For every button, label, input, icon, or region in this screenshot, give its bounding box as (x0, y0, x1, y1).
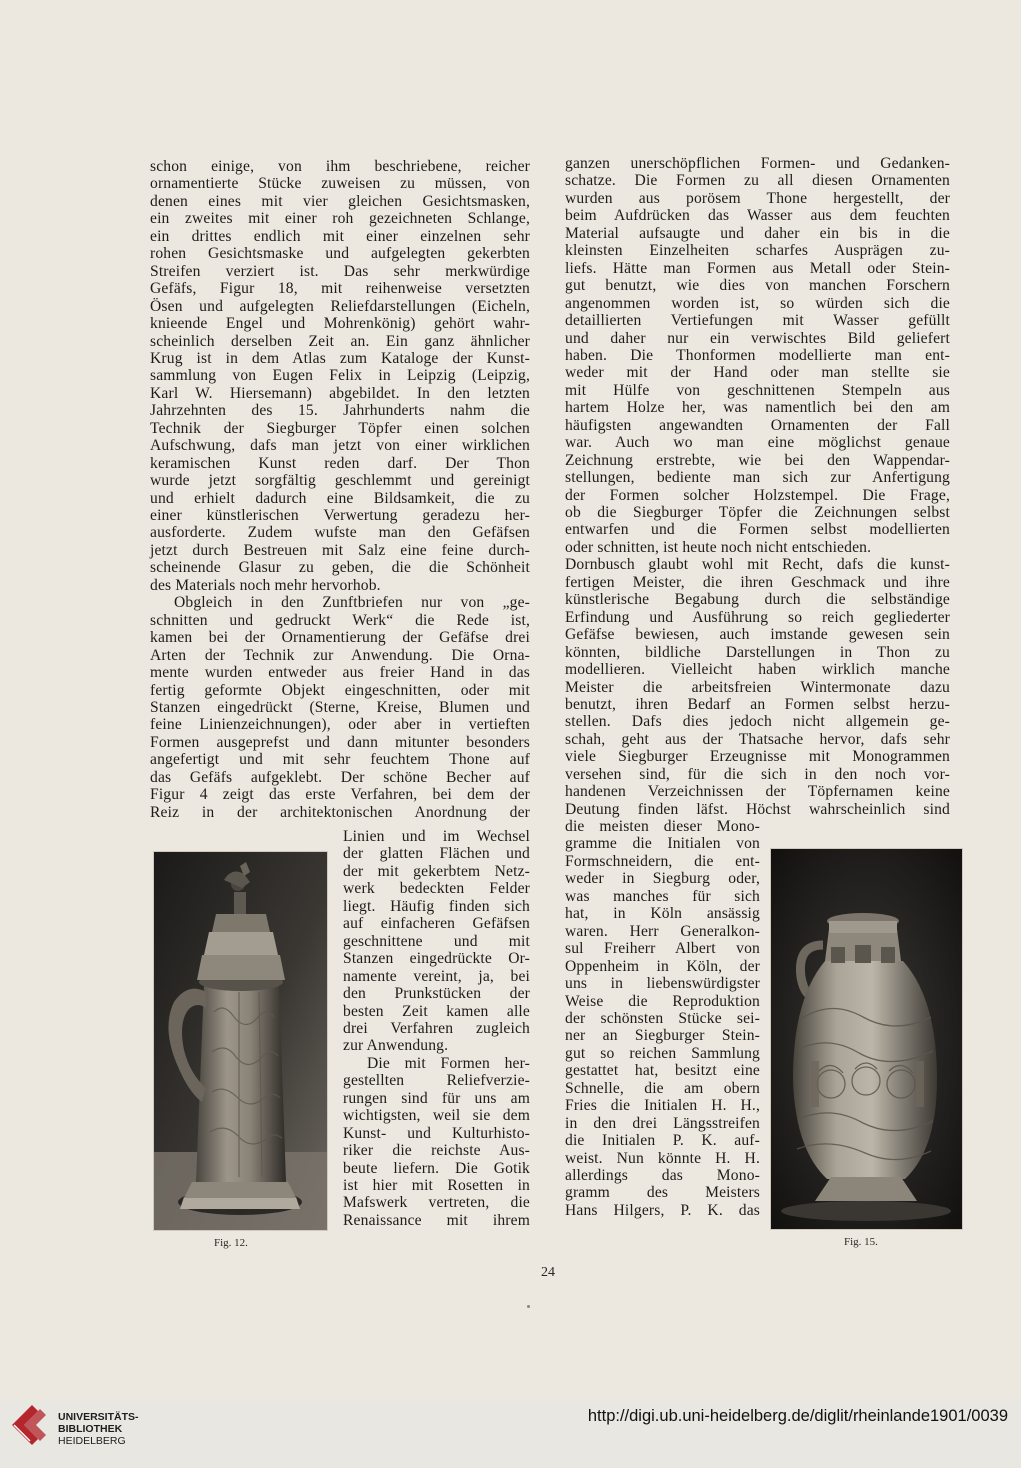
institution-name[interactable] (58, 1411, 139, 1447)
text-line: schon einige, von ihm beschriebene, reicher (150, 158, 530, 175)
text-line: riker die reichste Aus- (343, 1142, 530, 1160)
text-line: stellen. Dafs dies jedoch nicht allgemein ge- (565, 713, 950, 731)
text-line: mit Hülfe von geschnittenen Stempeln aus (565, 381, 950, 399)
text-line: Krug ist in dem Atlas zum Kataloge der Kunst- (150, 349, 530, 367)
text-line: ein drittes endlich mit einer einzelnen sehr (150, 227, 530, 245)
text-line: schatze. Die Formen zu all diesen Ornamenten (565, 172, 950, 190)
text-line: Figur 4 zeigt das erste Verfahren, bei dem der (150, 786, 530, 804)
text-line: hartem Holze her, was namentlich bei den am (565, 399, 950, 417)
text-line: Dornbusch glaubt wohl mit Recht, dafs die kunst- (565, 556, 950, 574)
text-line: fertigen Meister, die ihren Geschmack und ihre (565, 573, 950, 591)
figure-15-caption: Fig. 15. (844, 1236, 878, 1248)
text-line: ornamentierte Stücke zuweisen zu müssen, von (150, 175, 530, 193)
scan-speck (527, 1305, 530, 1308)
text-line: gestattet hat, besitzt eine (565, 1062, 760, 1080)
text-line: Weise die Reproduktion (565, 992, 760, 1010)
text-line: Technik der Siegburger Töpfer einen solchen (150, 419, 530, 437)
institution-line-1: UNIVERSITÄTS- (58, 1411, 139, 1423)
text-line: die Initialen P. K. auf- (565, 1132, 760, 1150)
text-line: schah, geht aus der Thatsache hervor, dafs sehr (565, 730, 950, 748)
text-line: den Prunkstücken der (343, 985, 530, 1003)
text-line: Die mit Formen her- (367, 1054, 530, 1072)
text-line: benutzt, ihren Bedarf an Formen selbst herzu- (565, 695, 950, 713)
text-line: drei Verfahren zugleich (343, 1019, 530, 1037)
text-line: das Gefäfs aufgeklebt. Der schöne Becher auf (150, 768, 530, 786)
text-line: gut so reichen Sammlung (565, 1044, 760, 1062)
text-line: ob die Siegburger Töpfer die Zeichnungen selbst (565, 504, 950, 521)
text-line: gramm des Meisters (565, 1184, 760, 1202)
text-line: Formen ausgeprefst und dann mitunter besonders (150, 733, 530, 751)
text-line: ganzen unerschöpflichen Formen- und Gedanken- (565, 155, 950, 172)
text-line: detaillierten Vertiefungen mit Wasser gefüllt (565, 312, 950, 330)
text-line: hat, in Köln ansässig (565, 905, 760, 923)
text-line: könnten, bildliche Darstellungen in Thon zu (565, 643, 950, 661)
text-line: gramme die Initialen von (565, 835, 760, 853)
text-line: Formschneidern, die ent- (565, 852, 760, 870)
text-line: Stanzen eingedrückte Or- (343, 950, 530, 968)
text-line: Meister die arbeitsfreien Wintermonate dazu (565, 678, 950, 696)
text-line: jetzt durch Bestreuen mit Salz eine feine durch- (150, 541, 530, 559)
text-line: angenommen worden ist, so würden sich die (565, 294, 950, 312)
text-line: werk bedeckten Felder (343, 880, 530, 898)
text-line: modellieren. Vielleicht haben wirklich manche (565, 661, 950, 679)
text-line: der schönsten Stücke sei- (565, 1009, 760, 1027)
text-line: auf einfacheren Gefäfsen (343, 915, 530, 933)
text-line: stellungen, bediente man sich zur Anfertigung (565, 469, 950, 487)
text-line: war. Auch wo man eine möglichst genaue (565, 434, 950, 452)
text-line: kamen bei der Ornamentierung der Gefäfse drei (150, 629, 530, 647)
text-line: scheinende Glasur zu geben, die die Schönheit (150, 559, 530, 577)
text-line: Reiz in der architektonischen Anordnung der (150, 803, 530, 821)
text-line: was manches für sich (565, 887, 760, 905)
text-line: mente wurden entweder aus freier Hand in das (150, 664, 530, 682)
text-line: liegt. Häufig finden sich (343, 897, 530, 915)
text-line: rungen sind für uns am (343, 1089, 530, 1107)
text-line: Arten der Technik zur Anwendung. Die Orna- (150, 646, 530, 664)
text-line: Linien und im Wechsel (343, 828, 530, 845)
text-line: sul Freiherr Albert von (565, 940, 760, 958)
text-line: entwarfen und die Formen selbst modellierten (565, 521, 950, 539)
text-line: ein zweites mit einer roh gezeichneten Schlange, (150, 210, 530, 228)
text-line: schnitten und gedruckt Werk“ die Rede ist, (150, 611, 530, 629)
text-line: Obgleich in den Zunftbriefen nur von „ge- (174, 594, 530, 612)
permalink-url[interactable]: http://digi.ub.uni-heidelberg.de/diglit/rheinlande1901/0039 (587, 1407, 1008, 1425)
text-line: ner an Siegburger Stein- (565, 1027, 760, 1045)
text-line: feine Linienzeichnungen), oder aber in vertieften (150, 716, 530, 734)
text-line: weist. Nun könnte H. H. (565, 1149, 760, 1167)
text-line: und erhielt dadurch eine Bildsamkeit, die zu (150, 489, 530, 507)
text-line: die meisten dieser Mono- (565, 818, 760, 835)
text-line: Ösen und aufgelegten Reliefdarstellungen (Eicheln, (150, 297, 530, 315)
text-line: ist hier mit Rosetten in (343, 1177, 530, 1194)
text-line: Hans Hilgers, P. K. das (565, 1201, 760, 1219)
text-line: in den drei Längsstreifen (565, 1114, 760, 1132)
text-line: künstlerische Begabung durch die selbständige (565, 591, 950, 609)
text-line: wichtigsten, weil sie dem (343, 1107, 530, 1125)
text-line: Jahrzehnten des 15. Jahrhunderts nahm die (150, 402, 530, 420)
text-line: häufigsten angewandten Ornamenten der Fall (565, 416, 950, 434)
text-line: haben. Die Thonformen modellierte man ent- (565, 346, 950, 364)
text-line: oder schnitten, ist heute noch nicht entschieden. (565, 538, 872, 556)
text-line: namente vereint, ja, bei (343, 967, 530, 985)
text-line: Gefäfs, Figur 18, mit reihenweise versetzten (150, 280, 530, 298)
text-line: Karl W. Hiersemann) abgebildet. In den letzten (150, 384, 530, 402)
text-line: beim Aufdrücken das Wasser aus dem feuchten (565, 207, 950, 225)
text-line: der Formen solcher Holzstempel. Die Frage, (565, 486, 950, 504)
text-line: keramischen Kunst reden darf. Der Thon (150, 454, 530, 472)
text-line: weder mit der Hand oder man stellte sie (565, 364, 950, 382)
figure-15-image (770, 848, 963, 1230)
text-line: und daher nur ein verwischtes Bild geliefert (565, 329, 950, 347)
text-line: des Materials noch mehr hervorhob. (150, 576, 381, 594)
university-library-logo-icon[interactable] (10, 1403, 54, 1445)
text-line: weder in Siegburg oder, (565, 870, 760, 888)
text-line: Kunst- und Kulturhisto- (343, 1124, 530, 1142)
text-line: Fries die Initialen H. H., (565, 1097, 760, 1115)
text-line: Zeichnung erstrebte, wie bei den Wappendar- (565, 451, 950, 469)
text-line: Aufschwung, dafs man jetzt von einer wirklichen (150, 437, 530, 455)
text-line: Renaissance mit ihrem (343, 1211, 530, 1229)
text-line: Gefäfse bewiesen, auch imstande gewesen sein (565, 626, 950, 644)
text-line: Mafswerk vertreten, die (343, 1194, 530, 1212)
text-line: handenen Verzeichnissen der Töpfernamen keine (565, 783, 950, 801)
text-line: Erfindung und Ausführung so reich gegliederter (565, 608, 950, 626)
institution-line-2: BIBLIOTHEK (58, 1423, 123, 1435)
text-line: zur Anwendung. (343, 1037, 449, 1055)
text-line: besten Zeit kamen alle (343, 1002, 530, 1020)
text-line: angefertigt und mit sehr feuchtem Thone auf (150, 751, 530, 769)
text-line: liefs. Hätte man Formen aus Metall oder Stein- (565, 259, 950, 277)
text-line: gut benutzt, wie dies von manchen Forschern (565, 277, 950, 295)
text-line: versehen sind, für die sich in den noch vor- (565, 765, 950, 783)
figure-12-image (153, 851, 328, 1231)
text-line: Stanzen eingedrückt (Sterne, Kreise, Blumen und (150, 698, 530, 716)
text-line: uns in liebenswürdigster (565, 975, 760, 993)
text-line: kleinsten Einzelheiten scharfes Ausprägen zu- (565, 242, 950, 260)
text-line: wurde jetzt sorgfältig geschlemmt und gereinigt (150, 472, 530, 490)
text-line: gestellten Reliefverzie- (343, 1072, 530, 1090)
text-line: der glatten Flächen und (343, 845, 530, 863)
text-line: beute liefern. Die Gotik (343, 1159, 530, 1177)
text-line: ausforderte. Zudem wufste man den Gefäfsen (150, 524, 530, 542)
page-number: 24 (541, 1265, 555, 1280)
figure-12-caption: Fig. 12. (214, 1237, 248, 1249)
text-line: einer künstlerischen Verwertung geradezu her- (150, 507, 530, 524)
text-line: geschnittene und mit (343, 932, 530, 950)
text-line: denen eines mit vier gleichen Gesichtsmasken, (150, 192, 530, 210)
text-line: allerdings das Mono- (565, 1167, 760, 1184)
text-line: sammlung von Eugen Felix in Leipzig (Leipzig, (150, 367, 530, 385)
text-line: Deutung finden läfst. Höchst wahrscheinlich sind (565, 800, 950, 818)
text-line: Schnelle, die am obern (565, 1079, 760, 1097)
institution-line-3: HEIDELBERG (58, 1435, 126, 1447)
tankard-illustration (154, 852, 327, 1230)
text-line: Oppenheim in Köln, der (565, 957, 760, 975)
text-line: der mit gekerbtem Netz- (343, 862, 530, 880)
text-line: scheinlich derselben Zeit an. Ein ganz ähnlicher (150, 332, 530, 350)
text-line: rohen Gesichtsmaske und aufgelegten gekerbten (150, 245, 530, 263)
text-line: viele Siegburger Erzeugnisse mit Monogrammen (565, 748, 950, 766)
text-line: waren. Herr Generalkon- (565, 922, 760, 940)
jug-illustration (771, 849, 962, 1229)
text-line: Streifen verziert ist. Das sehr merkwürdige (150, 262, 530, 280)
text-line: wurden aus porösem Thone hergestellt, der (565, 189, 950, 207)
text-line: knieende Engel und Mohrenkönig) gehört wahr- (150, 315, 530, 333)
text-line: fertig geformte Objekt eingeschnitten, oder mit (150, 681, 530, 699)
text-line: Material aufsaugte und daher ein bis in die (565, 224, 950, 242)
